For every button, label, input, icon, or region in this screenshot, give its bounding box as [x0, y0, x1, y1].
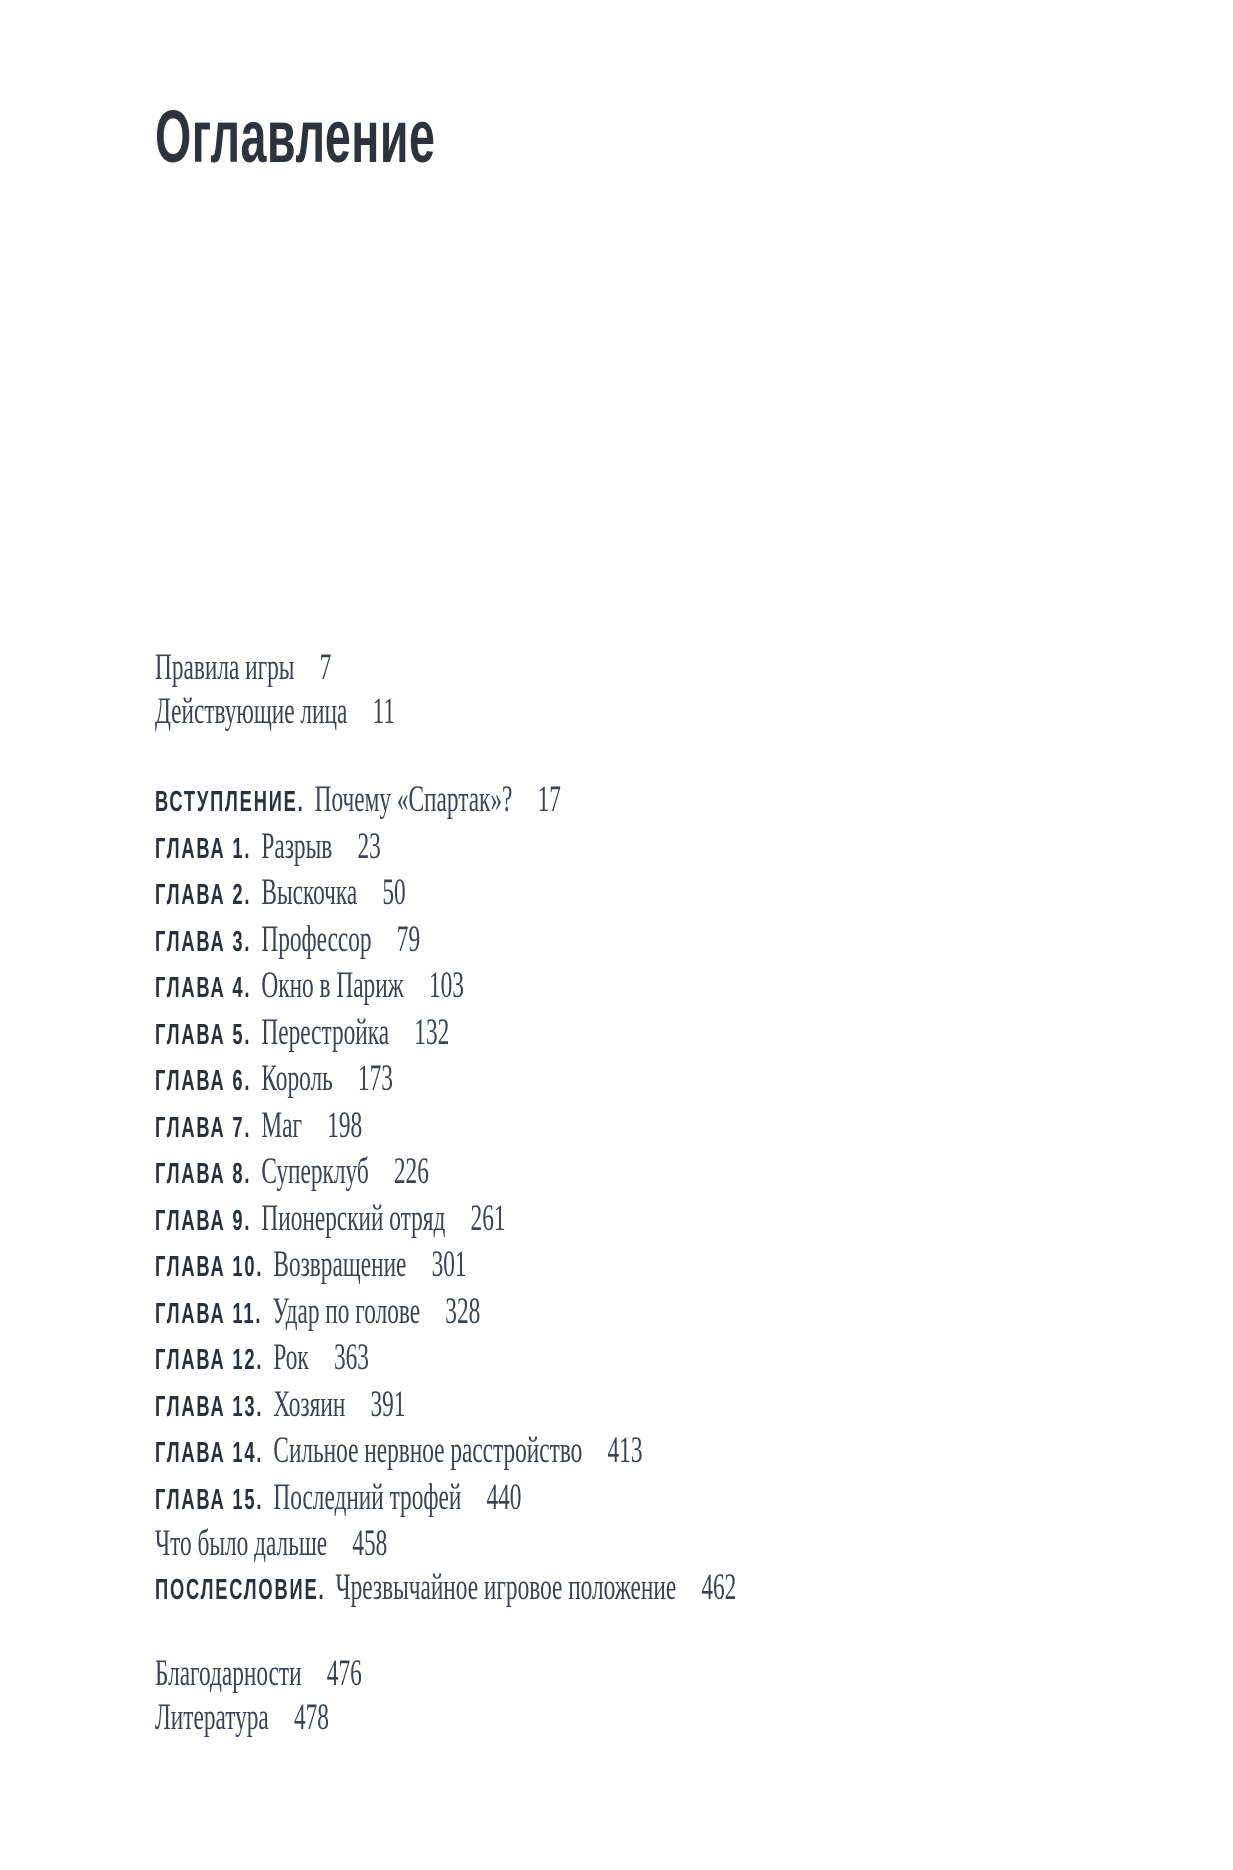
entry-title: Правила игры [155, 647, 295, 688]
toc-main-section [155, 778, 1226, 1612]
toc-entry[interactable] [155, 1243, 1226, 1290]
entry-label: ГЛАВА 14. [155, 1437, 264, 1469]
toc-entry[interactable] [155, 964, 1226, 1011]
toc-entry[interactable] [155, 918, 1226, 965]
toc-entry[interactable] [155, 825, 1226, 872]
entry-label: ГЛАВА 4. [155, 972, 252, 1004]
toc-entry[interactable] [155, 1429, 1226, 1476]
entry-page: 7 [319, 647, 332, 688]
toc-entry[interactable] [155, 1336, 1226, 1383]
entry-label: ГЛАВА 7. [155, 1111, 252, 1144]
toc-entry[interactable] [155, 1696, 1226, 1740]
toc-front-section [155, 646, 1226, 733]
toc-entry[interactable] [155, 1652, 1226, 1696]
entry-page: 11 [372, 690, 396, 732]
entry-page: 301 [431, 1244, 467, 1285]
entry-title: Сильное нервное расстройство [273, 1430, 583, 1471]
entry-title: Окно в Париж [261, 965, 404, 1006]
entry-page: 132 [414, 1011, 450, 1053]
entry-label: ГЛАВА 5. [155, 1018, 252, 1051]
toc-entry[interactable] [155, 778, 1226, 825]
toc-entry[interactable] [155, 1197, 1226, 1244]
entry-title: Что было дальше [155, 1523, 328, 1564]
entry-page: 226 [393, 1151, 429, 1192]
entry-title: Разрыв [261, 825, 333, 867]
entry-label: ГЛАВА 2. [155, 879, 252, 911]
entry-title: Выскочка [261, 872, 358, 913]
entry-page: 50 [382, 872, 406, 913]
entry-title: Литература [155, 1696, 269, 1738]
entry-label: ГЛАВА 9. [155, 1204, 252, 1237]
toc-entry[interactable] [155, 1522, 1226, 1566]
entry-title: Перестройка [261, 1011, 390, 1053]
entry-title: Профессор [261, 918, 372, 960]
entry-title: Почему «Спартак»? [314, 779, 513, 820]
entry-label: ГЛАВА 12. [155, 1344, 264, 1376]
entry-page: 173 [357, 1058, 393, 1099]
toc-entry[interactable] [155, 1011, 1226, 1058]
entry-page: 478 [293, 1696, 329, 1738]
entry-page: 23 [357, 825, 381, 867]
toc-entry[interactable] [155, 1476, 1226, 1523]
toc-entry[interactable] [155, 1290, 1226, 1337]
entry-page: 198 [327, 1104, 363, 1146]
entry-title: Благодарности [155, 1653, 302, 1694]
entry-page: 17 [537, 779, 561, 820]
entry-label: ГЛАВА 11. [155, 1297, 263, 1330]
entry-title: Пионерский отряд [261, 1197, 446, 1239]
toc-entry[interactable] [155, 1057, 1226, 1104]
entry-label: ГЛАВА 15. [155, 1483, 264, 1516]
entry-label: ГЛАВА 13. [155, 1390, 264, 1423]
entry-page: 261 [470, 1197, 506, 1239]
toc-back-section [155, 1652, 1226, 1739]
toc-entry[interactable] [155, 1383, 1226, 1430]
entry-title: Рок [273, 1337, 309, 1378]
entry-page: 440 [486, 1476, 522, 1518]
entry-label: ВСТУПЛЕНИЕ. [155, 786, 305, 818]
entry-title: Король [261, 1058, 333, 1099]
toc-entry[interactable] [155, 1104, 1226, 1151]
entry-title: Хозяин [273, 1383, 346, 1425]
entry-title: Действующие лица [155, 690, 348, 732]
entry-title: Возвращение [273, 1244, 407, 1285]
entry-title: Последний трофей [273, 1476, 462, 1518]
entry-page: 458 [352, 1523, 388, 1564]
entry-label: ГЛАВА 10. [155, 1251, 264, 1283]
entry-page: 363 [333, 1337, 369, 1378]
toc-entry[interactable] [155, 646, 1226, 690]
entry-page: 462 [701, 1566, 737, 1608]
toc-entry[interactable] [155, 871, 1226, 918]
entry-title: Суперклуб [261, 1151, 369, 1192]
page-title: Оглавление [155, 95, 436, 178]
entry-label: ГЛАВА 6. [155, 1065, 252, 1097]
entry-page: 79 [396, 918, 421, 960]
entry-title: Маг [261, 1104, 303, 1146]
toc-page [155, 0, 1226, 1739]
entry-label: ПОСЛЕСЛОВИЕ. [155, 1573, 326, 1606]
entry-page: 413 [607, 1430, 643, 1471]
entry-title: Чрезвычайное игровое положение [335, 1566, 677, 1608]
entry-page: 103 [428, 965, 464, 1006]
entry-label: ГЛАВА 8. [155, 1158, 252, 1190]
entry-label: ГЛАВА 3. [155, 925, 252, 958]
entry-page: 476 [326, 1653, 362, 1694]
toc-entry[interactable] [155, 1150, 1226, 1197]
entry-page: 328 [445, 1290, 481, 1332]
entry-label: ГЛАВА 1. [155, 832, 252, 865]
entry-page: 391 [370, 1383, 406, 1425]
toc-entry[interactable] [155, 1566, 1226, 1613]
toc-entry[interactable] [155, 690, 1226, 734]
entry-title: Удар по голове [272, 1290, 421, 1332]
